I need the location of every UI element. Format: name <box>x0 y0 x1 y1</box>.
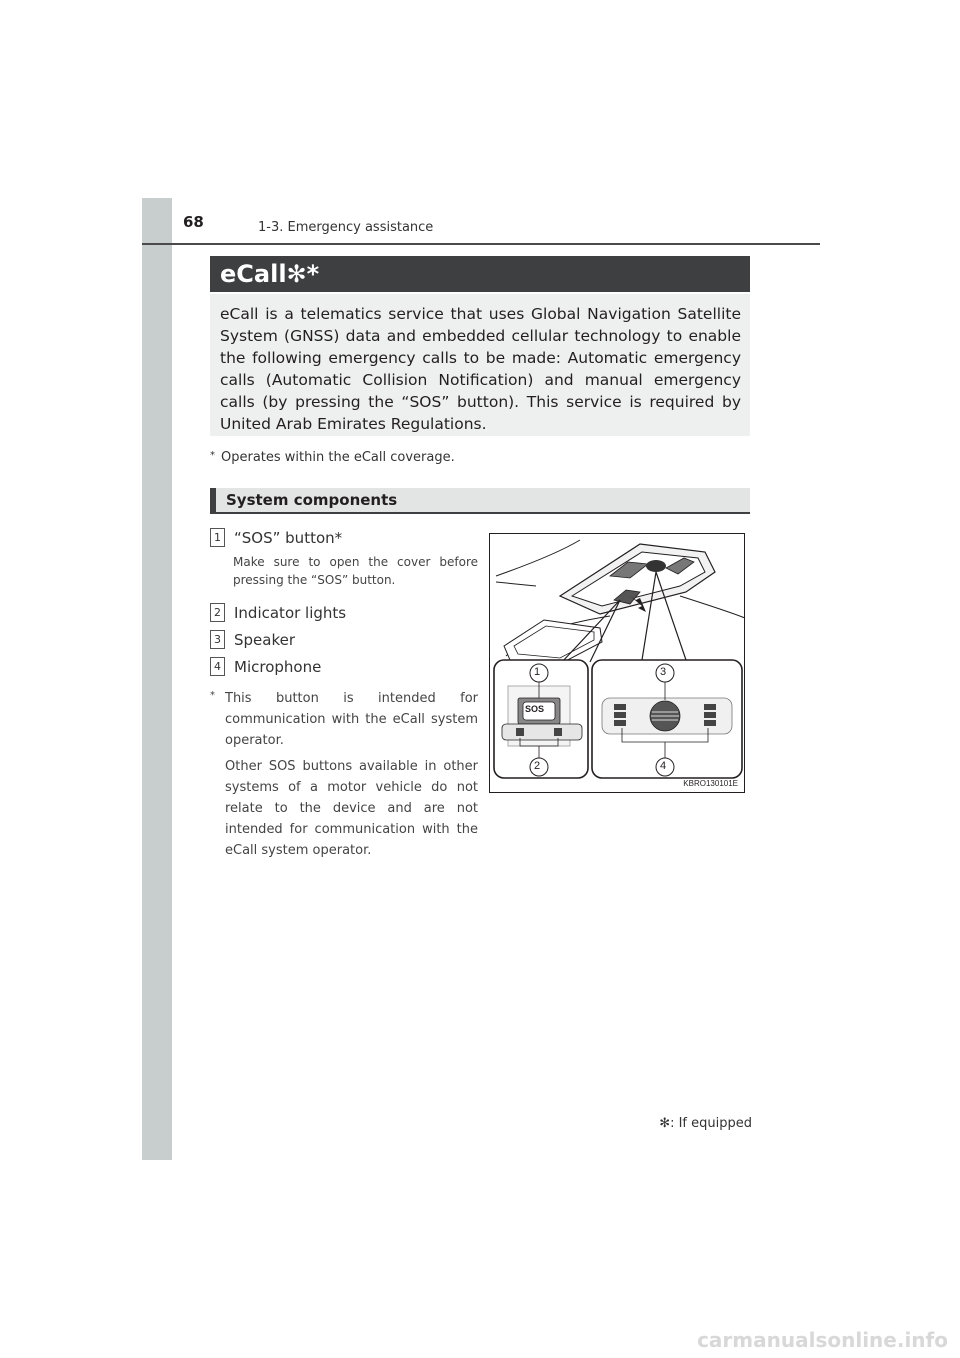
footnote-paragraph: This button is intended for communication with the eCall system operator. <box>225 691 478 748</box>
callout-number: 4 <box>210 657 225 676</box>
section-heading: System components <box>210 488 750 514</box>
overhead-console-drawing <box>490 534 746 794</box>
components-illustration <box>489 533 745 793</box>
footnote-marker: * <box>210 450 215 461</box>
footnote-marker: * <box>210 690 215 701</box>
component-item-microphone <box>210 657 478 676</box>
figure-callout-2: 2 <box>534 760 541 772</box>
callout-number: 3 <box>210 630 225 649</box>
component-item-sos-button <box>210 528 478 547</box>
component-note: Make sure to open the cover before pressing the “SOS” button. <box>233 555 478 587</box>
intro-box <box>210 294 750 436</box>
figure-callout-4: 4 <box>660 760 667 772</box>
callout-number: 2 <box>210 603 225 622</box>
sos-button-text: SOS <box>525 704 545 714</box>
coverage-footnote-text: Operates within the eCall coverage. <box>221 450 455 465</box>
watermark: carmanualsonline.info <box>697 1328 948 1352</box>
running-header: 1-3. Emergency assistance <box>258 220 434 235</box>
figure-code: KBRO130101E <box>683 779 738 788</box>
callout-number: 1 <box>210 528 225 547</box>
components-list <box>210 528 478 861</box>
page-number: 68 <box>183 213 204 231</box>
component-label: “SOS” button* <box>234 528 343 547</box>
header-rule <box>142 243 820 245</box>
component-label: Speaker <box>234 630 296 649</box>
sos-button-footnote <box>210 688 478 861</box>
side-tab-bar <box>142 198 172 1160</box>
coverage-footnote <box>210 450 455 465</box>
footnote-paragraph: Other SOS buttons available in other systems of a motor vehicle do not relate to the device and are not intended for communication with the eCall system operator. <box>225 759 478 858</box>
figure-callout-3: 3 <box>660 666 667 678</box>
page-title: eCall✻* <box>210 256 750 292</box>
figure-callout-1: 1 <box>534 666 541 678</box>
if-equipped-note: ✻: If equipped <box>659 1116 752 1131</box>
component-item-indicator-lights <box>210 603 478 622</box>
component-label: Microphone <box>234 657 322 676</box>
component-item-speaker <box>210 630 478 649</box>
intro-text: eCall is a telematics service that uses Global Navigation Satellite System (GNSS) data and embedded cellular technology to enable the following emergency calls to be made: Automatic emergency calls (Automatic Collision Notification) and manual emergency calls (by pressing the “SOS” button). This service is required by United Arab Emirates Regulations. <box>220 305 741 433</box>
component-label: Indicator lights <box>234 603 347 622</box>
